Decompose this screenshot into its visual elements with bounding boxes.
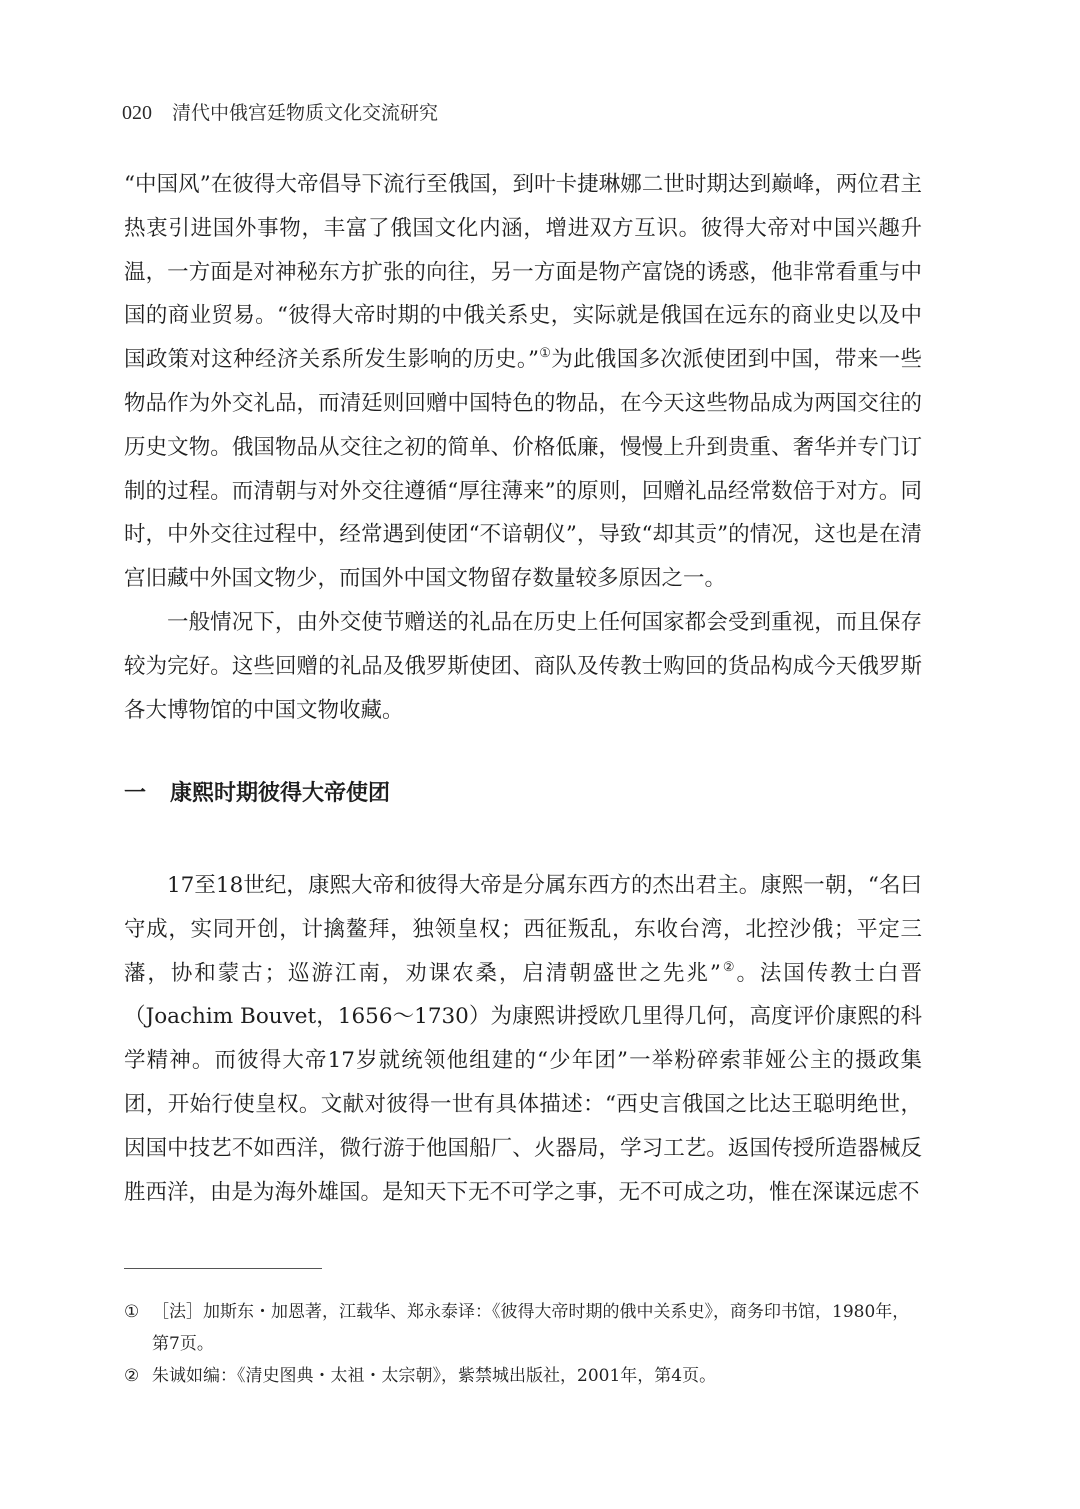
section-title: 康熙时期彼得大帝使团: [170, 780, 391, 806]
footnote-divider: [124, 1268, 322, 1269]
paragraph-1: [124, 163, 922, 601]
section-number: 一: [124, 780, 147, 806]
book-title: 清代中俄宫廷物质文化交流研究: [172, 102, 439, 124]
paragraph-3-text-b: 。法国传教士白晋（Joachim Bouvet，1656～1730）为康熙讲授欧几里得几何，高度评价康熙的科学精神。而彼得大帝17岁就统领他组建的“少年团”一举粉碎索菲娅公主的摄政集团，开始行使皇权。文献对彼得一世有具体描述：“西史言俄国之比达王聪明绝世，因国中技艺不如西洋，微行游于他国船厂、火器局，学习工艺。返国传授所造器械反胜西洋，由是为海外雄国。是知天下无不可学之事，无不可成之功，惟在深谋远虑不: [124, 960, 922, 1205]
paragraph-1-text-b: 为此俄国多次派使团到中国，带来一些物品作为外交礼品，而清廷则回赠中国特色的物品，在今天这些物品成为两国交往的历史文物。俄国物品从交往之初的简单、价格低廉，慢慢上升到贵重、奢华并专门订制的过程。而清朝与对外交往遵循“厚往薄来”的原则，回赠礼品经常数倍于对方。同时，中外交往过程中，经常遇到使团“不谙朝仪”，导致“却其贡”的情况，这也是在清宫旧藏中外国文物少，而国外中国文物留存数量较多原因之一。: [124, 347, 922, 592]
footnote-text-1: ［法］加斯东・加恩著，江载华、郑永泰译：《彼得大帝时期的俄中关系史》，商务印书馆，1980年，第7页。: [152, 1302, 910, 1354]
intro-text: [124, 163, 922, 732]
paragraph-2: 一般情况下，由外交使节赠送的礼品在历史上任何国家都会受到重视，而且保存较为完好。这些回赠的礼品及俄罗斯使团、商队及传教士购回的货品构成今天俄罗斯各大博物馆的中国文物收藏。: [124, 609, 922, 723]
footnote-ref-1[interactable]: ①: [538, 346, 552, 362]
footnote-ref-2[interactable]: ②: [720, 959, 737, 975]
footnote-1: [124, 1296, 922, 1360]
page-number: 020: [122, 102, 152, 124]
footnotes: [124, 1296, 922, 1392]
footnote-2: [124, 1360, 922, 1392]
section-text: [124, 864, 922, 1214]
paragraph-3-text-a: 17至18世纪，康熙大帝和彼得大帝是分属东西方的杰出君主。康熙一朝，“名曰守成，实同开创，计擒鳌拜，独领皇权；西征叛乱，东收台湾，北控沙俄；平定三藩，协和蒙古；巡游江南，劝课农桑，启清朝盛世之先兆”: [124, 873, 922, 986]
footnote-mark-2: ②: [124, 1366, 140, 1386]
section-heading: [124, 778, 390, 808]
running-header: [122, 100, 438, 126]
paragraph-3: [124, 864, 922, 1214]
footnote-mark-1: ①: [124, 1302, 140, 1322]
footnote-text-2: 朱诚如编：《清史图典・太祖・太宗朝》，紫禁城出版社，2001年，第4页。: [152, 1366, 717, 1386]
paragraph-1-text-a: “中国风”在彼得大帝倡导下流行至俄国，到叶卡捷琳娜二世时期达到巅峰，两位君主热衷引进国外事物，丰富了俄国文化内涵，增进双方互识。彼得大帝对中国兴趣升温，一方面是对神秘东方扩张的向往，另一方面是物产富饶的诱惑，他非常看重与中国的商业贸易。“彼得大帝时期的中俄关系史，实际就是俄国在远东的商业史以及中国政策对这种经济关系所发生影响的历史。”: [124, 172, 922, 373]
